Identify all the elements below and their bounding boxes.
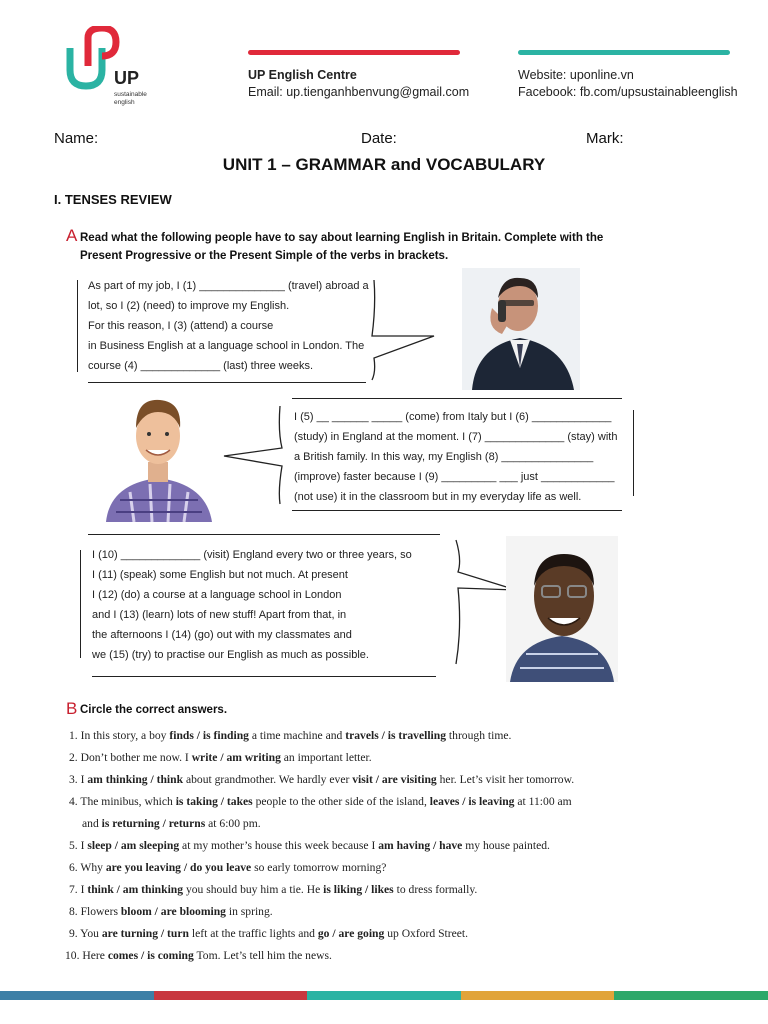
centre-email: Email: up.tienganhbenvung@gmail.com (248, 85, 470, 99)
answer-choice[interactable]: go / are going (317, 927, 385, 940)
bubble1-left-border (77, 280, 78, 372)
exercise-item: 8. Flowers bloom / are blooming in spring. (69, 905, 273, 918)
logo-text: UP (114, 68, 140, 88)
bubble1-line: course (4) _____________ (last) three weeks. (88, 360, 314, 372)
answer-choice[interactable]: write / am writing (191, 751, 281, 764)
exercise-item: 7. I think / am thinking you should buy him a tie. He is liking / likes to dress formally. (69, 883, 478, 896)
bubble3-bottom-line (92, 676, 436, 677)
answer-choice[interactable]: are turning / turn (101, 927, 189, 940)
bubble1-bottom-line (88, 382, 366, 383)
bubble1-line: lot, so I (2) (need) to improve my English. (88, 300, 290, 312)
bubble3-left-border (80, 550, 81, 658)
centre-name: UP English Centre (248, 68, 357, 82)
centre-facebook: Facebook: fb.com/upsustainableenglish (518, 85, 738, 99)
answer-choice[interactable]: leaves / is leaving (429, 795, 515, 808)
bubble1-line: For this reason, I (3) (attend) a course (88, 320, 274, 332)
footer-segment (0, 991, 154, 1000)
bubble3-text (92, 545, 412, 665)
bubble1-line: in Business English at a language school in London. The (88, 340, 365, 352)
part-a-instruction-line2: Present Progressive or the Present Simple of the verbs in brackets. (80, 250, 449, 262)
logo-sub2: english (114, 99, 135, 106)
exercise-item: 9. You are turning / turn left at the traffic lights and go / are going up Oxford Street. (69, 927, 469, 940)
footer-segment (307, 991, 461, 1000)
bubble2-line: a British family. In this way, my English (8) _______________ (294, 451, 594, 463)
centre-info (248, 67, 469, 101)
part-b-instruction: Circle the correct answers. (80, 704, 228, 716)
part-b-letter: B (66, 699, 78, 718)
bubble3-line: I (12) (do) a course at a language school in London (92, 589, 342, 601)
young-man-photo (100, 392, 218, 522)
exercise-item: 5. I sleep / am sleeping at my mother’s house this week because I am having / have my house painted. (69, 839, 550, 852)
footer-segment (154, 991, 308, 1000)
mark-label: Mark: (586, 130, 624, 147)
bubble2-text (294, 407, 617, 507)
answer-choice[interactable]: finds / is finding (169, 729, 249, 742)
part-a-instruction (80, 229, 603, 265)
bubble2-right-border (633, 410, 634, 496)
answer-choice[interactable]: is taking / takes (175, 795, 253, 808)
bubble2-pointer (220, 404, 286, 508)
bubble1-line: As part of my job, I (1) ______________ (travel) abroad a (88, 280, 369, 292)
answer-choice[interactable]: is liking / likes (323, 883, 394, 896)
answer-choice[interactable]: am thinking / think (87, 773, 184, 786)
answer-choice[interactable]: visit / are visiting (352, 773, 437, 786)
bubble3-top-line (88, 534, 440, 535)
answer-choice[interactable]: think / am thinking (87, 883, 184, 896)
footer-segment (614, 991, 768, 1000)
part-a-letter: A (66, 226, 78, 245)
businessman-photo (462, 268, 580, 390)
smiling-man-photo (506, 536, 618, 682)
bubble3-line: the afternoons I (14) (go) out with my classmates and (92, 629, 352, 641)
answer-choice[interactable]: bloom / are blooming (120, 905, 226, 918)
header-teal-bar (518, 50, 730, 55)
bubble3-line: and I (13) (learn) lots of new stuff! Apart from that, in (92, 609, 347, 621)
exercise-item: 2. Don’t bother me now. I write / am writing an important letter. (69, 751, 372, 764)
answer-choice[interactable]: comes / is coming (107, 949, 194, 962)
exercise-item: 1. In this story, a boy finds / is finding a time machine and travels / is travelling through time. (69, 729, 512, 742)
date-label: Date: (361, 130, 397, 147)
footer-segment (461, 991, 615, 1000)
bubble3-line: I (10) _____________ (visit) England every two or three years, so (92, 549, 412, 561)
exercise-item: 4. The minibus, which is taking / takes people to the other side of the island, leaves / is leaving at 11:00 am (69, 795, 572, 808)
footer-stripe (0, 991, 768, 1000)
name-label: Name: (54, 130, 99, 147)
bubble3-line: I (11) (speak) some English but not much. At present (92, 569, 348, 581)
bubble1-pointer (368, 276, 440, 384)
part-a-instruction-line1: Read what the following people have to say about learning English in Britain. Complete with the (80, 232, 604, 244)
answer-choice[interactable]: travels / is travelling (345, 729, 447, 742)
bubble2-line: (improve) faster because I (9) _________ ___ just ____________ (294, 471, 615, 483)
exercise-item: 3. I am thinking / think about grandmother. We hardly ever visit / are visiting her. Let’s visit her tomorrow. (69, 773, 575, 786)
logo-sub1: sustainable (114, 91, 147, 98)
answer-choice[interactable]: are you leaving / do you leave (105, 861, 252, 874)
answer-choice[interactable]: is returning / returns (101, 817, 206, 830)
exercise-item: 6. Why are you leaving / do you leave so early tomorrow morning? (69, 861, 387, 874)
bubble2-bottom-line (292, 510, 622, 511)
bubble2-line: I (5) __ ______ _____ (come) from Italy but I (6) _____________ (294, 411, 612, 423)
exercise-item: 10. Here comes / is coming Tom. Let’s tell him the news. (65, 949, 332, 962)
answer-choice[interactable]: am having / have (378, 839, 463, 852)
page-title: UNIT 1 – GRAMMAR and VOCABULARY (222, 155, 546, 174)
bubble2-line: (study) in England at the moment. I (7) _____________ (stay) with (294, 431, 618, 443)
up-logo (62, 26, 172, 110)
bubble3-line: we (15) (try) to practise our English as much as possible. (92, 649, 369, 661)
section-heading: I. TENSES REVIEW (54, 192, 172, 207)
bubble2-top-line (292, 398, 622, 399)
bubble2-line: (not use) it in the classroom but in my everyday life as well. (294, 491, 582, 503)
bubble1-text (88, 276, 369, 376)
header-red-bar (248, 50, 460, 55)
centre-links (518, 67, 738, 101)
answer-choice[interactable]: sleep / am sleeping (87, 839, 180, 852)
exercise-item: and is returning / returns at 6:00 pm. (82, 817, 261, 830)
centre-website: Website: uponline.vn (518, 68, 634, 82)
part-b-items (65, 725, 575, 967)
